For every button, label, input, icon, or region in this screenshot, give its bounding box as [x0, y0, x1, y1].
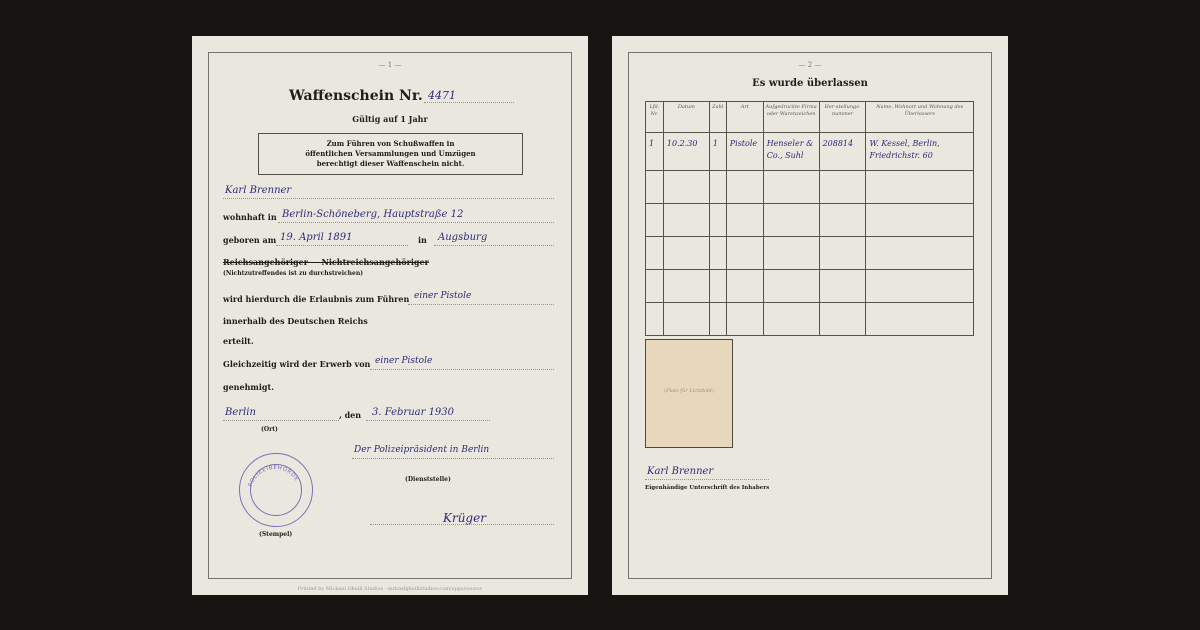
photo-placeholder — [645, 339, 733, 448]
stamp-lettering — [239, 453, 311, 525]
table-row — [646, 133, 974, 171]
document-title: Waffenschein Nr. — [289, 88, 423, 104]
printer-footer: Printed by Michael Gheill Studios · mrkasfgheillstudios.com/apps/source — [297, 586, 483, 592]
citizenship-note: (Nichtzutreffendes ist zu durchstreichen) — [223, 270, 364, 277]
table-header-row — [646, 102, 974, 133]
notice-line-2: öffentlichen Versammlungen und Umzügen — [305, 149, 476, 158]
holder-signature: Karl Brenner — [647, 466, 714, 477]
table-cell: Henseler & Co., Suhl — [763, 133, 819, 171]
born-value: 19. April 1891 — [280, 232, 353, 243]
table-cell: W. Kessel, Berlin, Friedrichstr. 60 — [866, 133, 974, 171]
notice-line-1: Zum Führen von Schußwaffen in — [326, 139, 455, 148]
table-cell: 10.2.30 — [663, 133, 709, 171]
table-row — [646, 303, 974, 336]
table-row — [646, 204, 974, 237]
license-number: 4471 — [428, 89, 456, 102]
citizenship-text: Reichsangehöriger — Nichtreichsangehöriger — [223, 257, 429, 267]
acquisition-label: Gleichzeitig wird der Erwerb von — [223, 359, 371, 369]
approved-text: genehmigt. — [223, 382, 274, 392]
notice-line-3: berechtigt dieser Waffenschein nicht. — [316, 159, 465, 168]
column-header: Aufgedruckte Firma oder Warenzeichen — [763, 102, 819, 133]
table-row — [646, 237, 974, 270]
stamp-caption: (Stempel) — [259, 531, 293, 538]
page-number: — 2 — — [798, 61, 822, 69]
column-header: Datum — [663, 102, 709, 133]
date-value: 3. Februar 1930 — [372, 407, 455, 418]
stamp-text: POLIZEIBEHÖRDE — [247, 464, 300, 488]
in-label: in — [418, 235, 427, 245]
birthplace-value: Augsburg — [438, 232, 488, 243]
holder-name: Karl Brenner — [225, 185, 292, 196]
validity-text: Gültig auf 1 Jahr — [352, 114, 428, 124]
page-number: — 1 — — [378, 61, 402, 69]
register-title: Es wurde überlassen — [752, 78, 868, 89]
residence-value: Berlin-Schöneberg, Hauptstraße 12 — [282, 209, 464, 220]
authority-caption: (Dienststelle) — [405, 476, 451, 483]
column-header: Art — [726, 102, 763, 133]
scope-text: innerhalb des Deutschen Reichs — [223, 316, 368, 326]
license-page-front — [192, 36, 588, 595]
column-header: Zahl — [709, 102, 726, 133]
born-label: geboren am — [223, 235, 277, 245]
place-caption: (Ort) — [261, 426, 278, 433]
table-cell: Pistole — [726, 133, 763, 171]
authority-value: Der Polizeipräsident in Berlin — [354, 445, 490, 455]
notice-box — [258, 133, 523, 175]
permission-value: einer Pistole — [414, 291, 472, 301]
photo-placeholder-label: (Platz für Lichtbild) — [664, 388, 714, 394]
permission-label: wird hierdurch die Erlaubnis zum Führen — [223, 294, 410, 304]
column-header: Her-stellungs-nummer — [819, 102, 866, 133]
table-row — [646, 270, 974, 303]
table-cell: 208814 — [819, 133, 866, 171]
residence-label: wohnhaft in — [223, 212, 277, 222]
license-page-back — [612, 36, 1008, 595]
table-cell: 1 — [646, 133, 664, 171]
table-row — [646, 171, 974, 204]
official-signature: Krüger — [443, 511, 486, 525]
table-cell: 1 — [709, 133, 726, 171]
police-stamp — [239, 453, 313, 527]
granted-text: erteilt. — [223, 336, 254, 346]
svg-text:POLIZEIBEHÖRDE — [248, 465, 300, 488]
date-label: , den — [339, 410, 362, 420]
signature-caption: Eigenhändige Unterschrift des Inhabers — [645, 485, 770, 491]
column-header: Name, Wohnort und Wohnung des Überlassers — [866, 102, 974, 133]
place-value: Berlin — [225, 407, 256, 418]
transfer-register-table — [645, 101, 974, 336]
column-header: Lfd. Nr. — [646, 102, 664, 133]
acquisition-value: einer Pistole — [375, 356, 433, 366]
